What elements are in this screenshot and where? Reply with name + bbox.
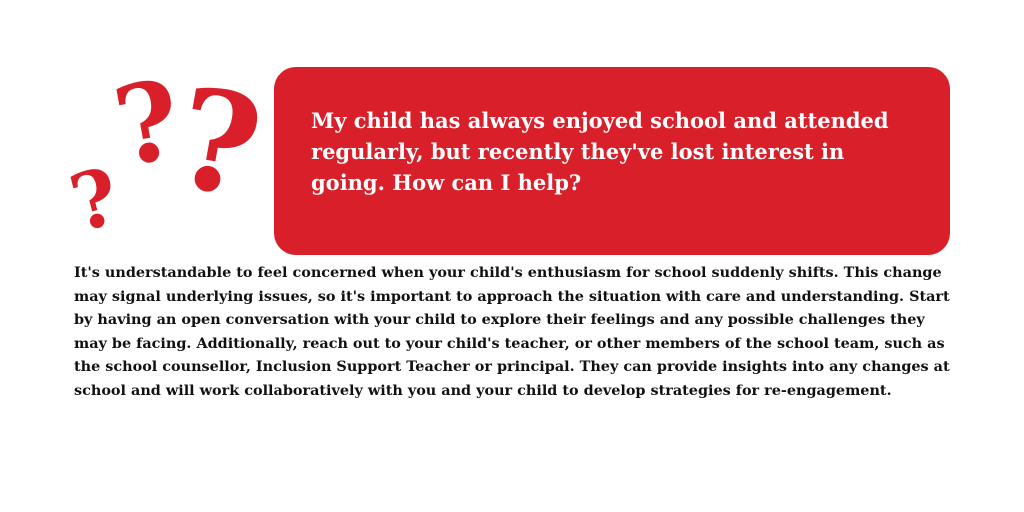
answer-paragraph: It's understandable to feel concerned when your child's enthusiasm for school suddenly shifts. This change may signal underlying issues, so it's important to approach the situation with care and understanding. Start by having an open conversation with your child to explore their feelings and any possible challenges they may be facing. Additionally, reach out to your child's teacher, or other members of the school team, such as the school counsellor, Inclusion Support Teacher or principal. They can provide insights into any changes at school and will work collaboratively with you and your child to develop strategies for re-engagement. [74, 264, 950, 399]
question-callout [274, 67, 950, 255]
question-mark-icon: ? [105, 56, 190, 192]
question-text: My child has always enjoyed school and attended regularly, but recently they've lost interest in going. How can I help? [311, 108, 889, 195]
question-mark-icon: ? [164, 55, 273, 230]
question-marks-decoration [0, 0, 273, 260]
question-mark-icon: ? [61, 150, 128, 251]
